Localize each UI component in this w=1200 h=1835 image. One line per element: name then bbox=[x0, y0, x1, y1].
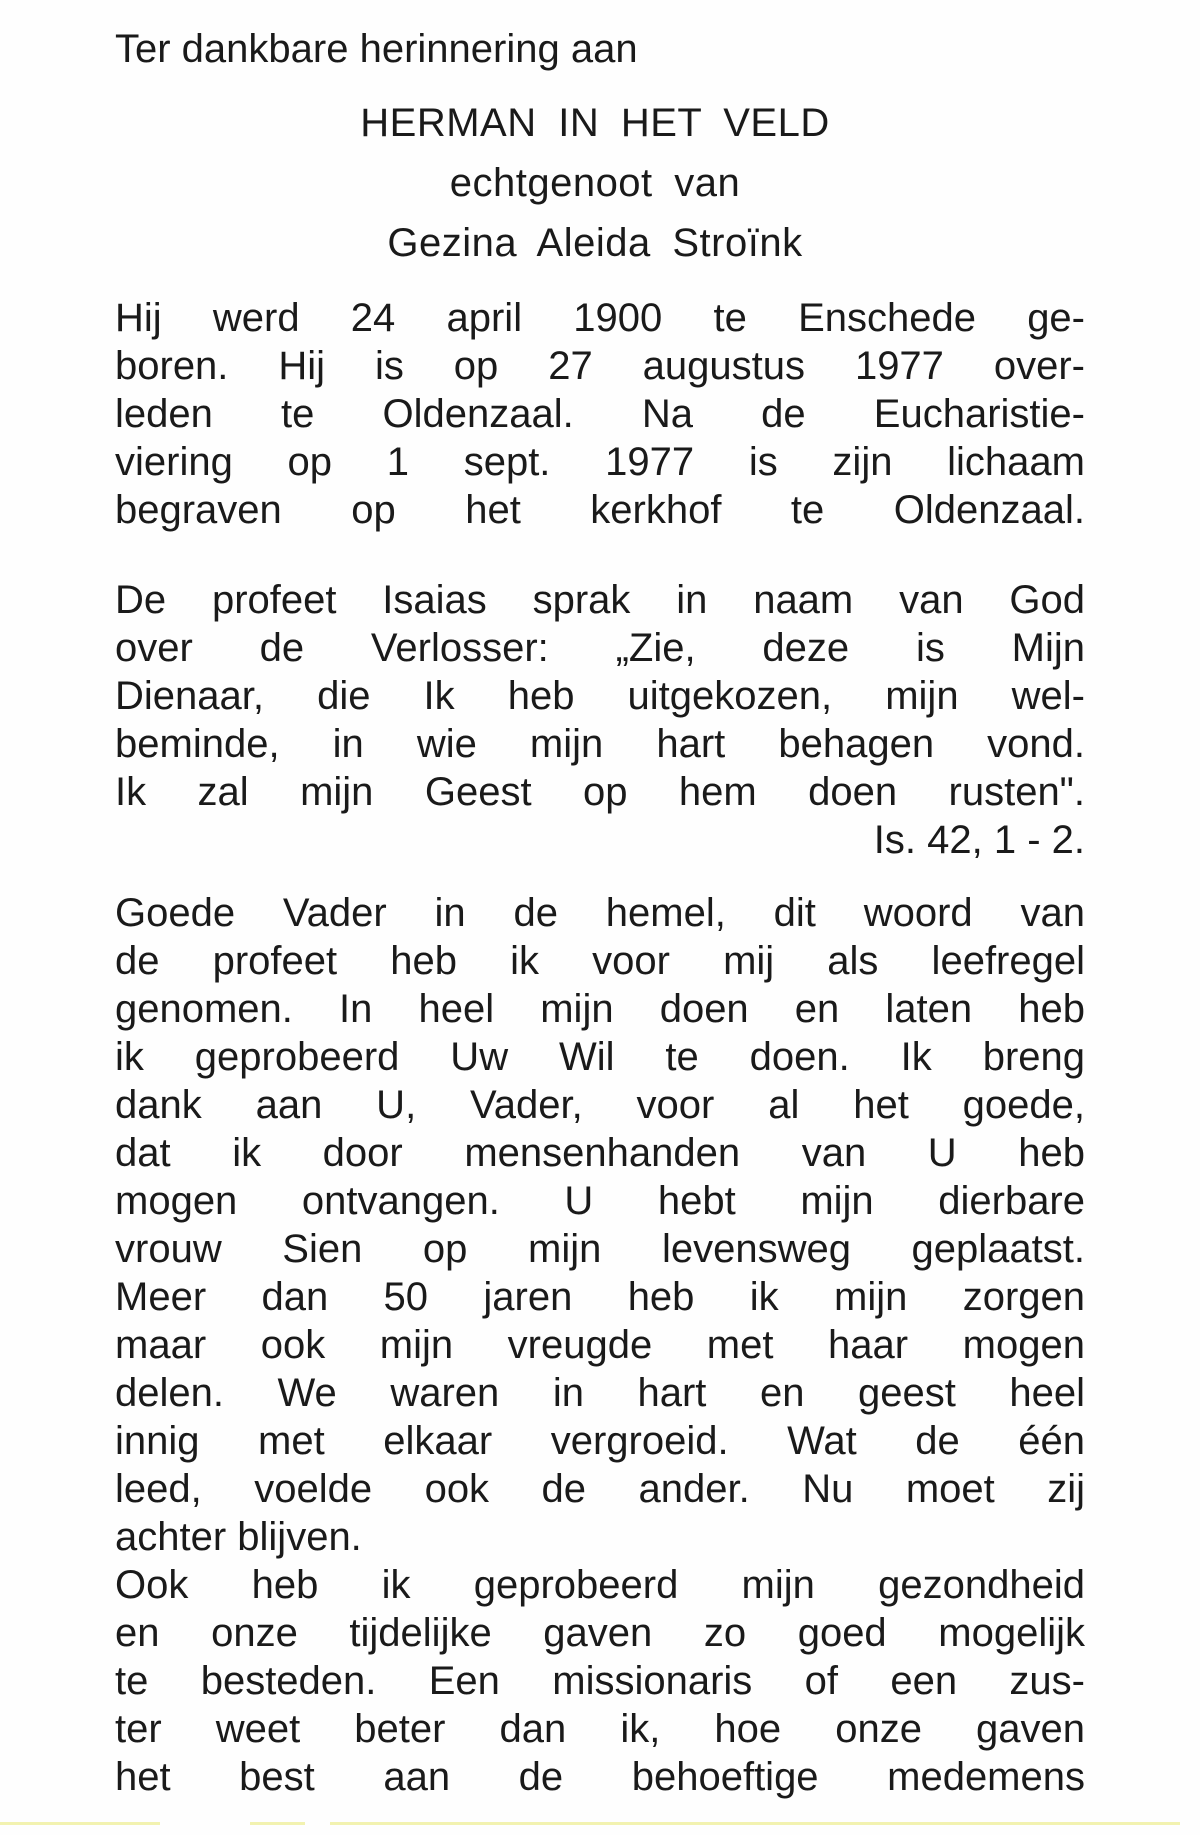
text-line: beminde, in wie mijn hart behagen vond. bbox=[115, 722, 1085, 766]
text-line: ik geprobeerd Uw Wil te doen. Ik breng bbox=[115, 1035, 1085, 1079]
text-line: delen. We waren in hart en geest heel bbox=[115, 1371, 1085, 1415]
spouse-name: Gezina Aleida Stroïnk bbox=[387, 221, 803, 265]
text-line: leden te Oldenzaal. Na de Eucharistie- bbox=[115, 392, 1085, 436]
text-line: en onze tijdelijke gaven zo goed mogelijk bbox=[115, 1611, 1085, 1655]
relation-line: echtgenoot van bbox=[449, 161, 741, 205]
intro-line: Ter dankbare herinnering aan bbox=[115, 27, 638, 71]
text-line: mogen ontvangen. U hebt mijn dierbare bbox=[115, 1179, 1085, 1223]
text-line: Ik zal mijn Geest op hem doen rusten". bbox=[115, 770, 1085, 814]
text-line: Goede Vader in de hemel, dit woord van bbox=[115, 891, 1085, 935]
text-line: Hij werd 24 april 1900 te Enschede ge- bbox=[115, 296, 1085, 340]
text-line: leed, voelde ook de ander. Nu moet zij bbox=[115, 1467, 1085, 1511]
text-line: innig met elkaar vergroeid. Wat de één bbox=[115, 1419, 1085, 1463]
text-line: over de Verlosser: „Zie, deze is Mijn bbox=[115, 626, 1085, 670]
text-line: boren. Hij is op 27 augustus 1977 over- bbox=[115, 344, 1085, 388]
text-line: dat ik door mensenhanden van U heb bbox=[115, 1131, 1085, 1175]
text-line: dank aan U, Vader, voor al het goede, bbox=[115, 1083, 1085, 1127]
scan-edge-mark bbox=[250, 1822, 305, 1825]
text-line: maar ook mijn vreugde met haar mogen bbox=[115, 1323, 1085, 1367]
text-line: viering op 1 sept. 1977 is zijn lichaam bbox=[115, 440, 1085, 484]
prayer-paragraph-last-line: achter blijven. bbox=[115, 1515, 362, 1559]
text-line: genomen. In heel mijn doen en laten heb bbox=[115, 987, 1085, 1031]
text-line: Meer dan 50 jaren heb ik mijn zorgen bbox=[115, 1275, 1085, 1319]
text-line: te besteden. Een missionaris of een zus- bbox=[115, 1659, 1085, 1703]
text-line: de profeet heb ik voor mij als leefregel bbox=[115, 939, 1085, 983]
text-line: Ook heb ik geprobeerd mijn gezondheid bbox=[115, 1563, 1085, 1607]
text-line: ter weet beter dan ik, hoe onze gaven bbox=[115, 1707, 1085, 1751]
scripture-citation: Is. 42, 1 - 2. bbox=[873, 818, 1085, 862]
scan-edge-mark bbox=[330, 1822, 1180, 1825]
text-line: vrouw Sien op mijn levensweg geplaatst. bbox=[115, 1227, 1085, 1271]
scan-edge-mark bbox=[0, 1822, 160, 1825]
text-line: Dienaar, die Ik heb uitgekozen, mijn wel- bbox=[115, 674, 1085, 718]
text-line: De profeet Isaias sprak in naam van God bbox=[115, 578, 1085, 622]
text-line: het best aan de behoeftige medemens bbox=[115, 1755, 1085, 1799]
text-line: begraven op het kerkhof te Oldenzaal. bbox=[115, 488, 1085, 532]
deceased-name: HERMAN IN HET VELD bbox=[360, 101, 830, 145]
